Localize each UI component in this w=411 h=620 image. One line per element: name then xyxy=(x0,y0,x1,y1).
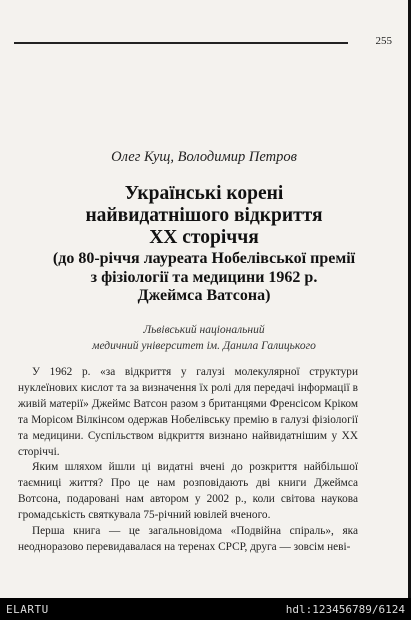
header-rule xyxy=(14,42,348,44)
affiliation-line: Львівський національний xyxy=(143,324,265,336)
affiliation xyxy=(0,322,408,354)
title-line: ХХ сторіччя xyxy=(149,227,259,248)
body-paragraph: У 1962 р. «за відкриття у галузі молекулярної структури нуклеїнових кислот та за визначення їх ролі для передачі інформації в живій матерії» Джеймс Ватсон разом з британцями Френсісом Кріком та Морісом Вілкінсом одержав Нобелівську премію в галузі фізіології та медицини. Суспільством відкриття визнано найвидатнішим у ХХ сторіччі. xyxy=(18,366,358,458)
title-line: найвидатнішого відкриття xyxy=(85,205,323,226)
subtitle-line: Джеймса Ватсона) xyxy=(137,287,271,304)
page-number: 255 xyxy=(375,35,392,47)
authors: Олег Кущ, Володимир Петров xyxy=(111,149,297,165)
body-paragraph: Перша книга — це загальновідома «Подвійна спіраль», яка неодноразово перевидавалася на теренах СРСР, друга — зовсім неві- xyxy=(18,525,358,553)
repository-label: ELARTU xyxy=(6,603,49,616)
handle-id: hdl:123456789/6124 xyxy=(285,603,405,616)
article-subtitle xyxy=(0,250,408,306)
body-paragraph: Яким шляхом йшли ці видатні вчені до розкриття найбільшої таємниці життя? Про це нам розповідають дві книги Джеймса Вотсона, подаровані нам автором у 2002 р., коли світова наукова громадськість святкувала 75-річний ювілей вченого. xyxy=(18,461,358,522)
article-title xyxy=(0,183,408,249)
title-line: Українські корені xyxy=(124,183,284,204)
affiliation-line: медичний університет ім. Данила Галицького xyxy=(92,340,316,352)
subtitle-line: (до 80-річчя лауреата Нобелівської премії xyxy=(52,250,356,267)
article-body xyxy=(18,365,358,556)
subtitle-line: з фізіології та медицини 1962 р. xyxy=(90,268,318,286)
